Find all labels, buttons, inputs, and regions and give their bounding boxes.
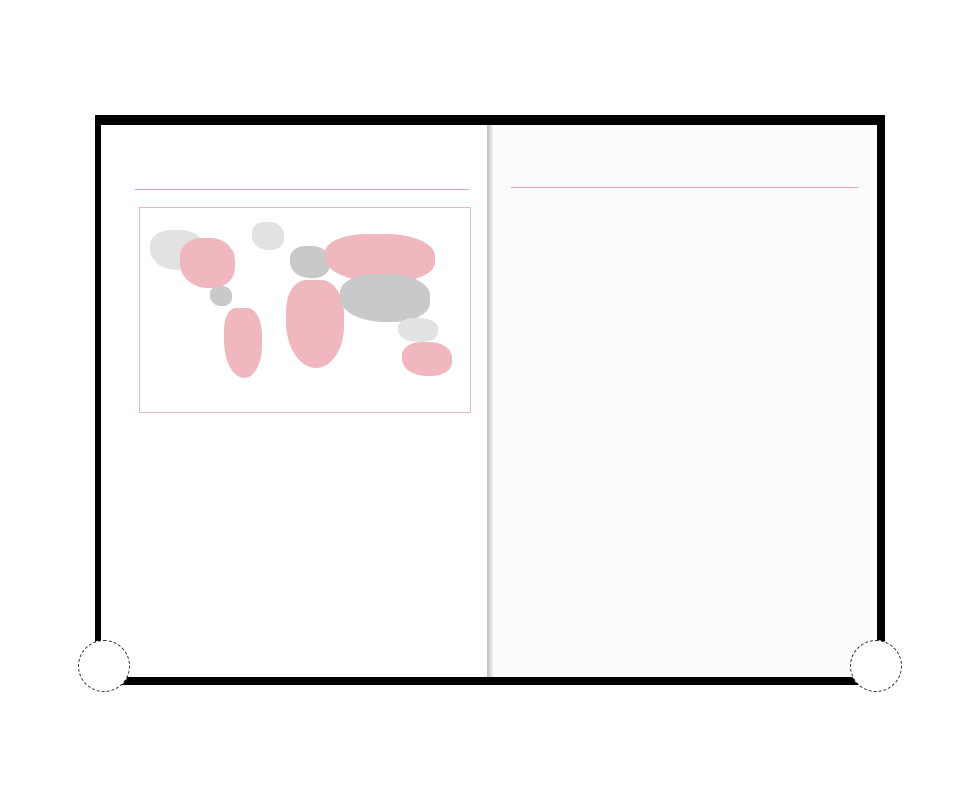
continent-south-america (224, 308, 262, 378)
continent-australia (402, 342, 452, 376)
continent-southeast-asia (398, 318, 438, 342)
book-frame (95, 115, 885, 685)
continent-greenland (252, 222, 284, 250)
punch-hole-right (850, 640, 902, 692)
continent-africa (286, 280, 344, 368)
timezone-offsets-bar (140, 208, 470, 216)
title-rule (511, 187, 859, 188)
world-timezone-map (139, 207, 471, 413)
timezone-hours-bar (140, 404, 470, 412)
continent-asia (340, 274, 430, 322)
left-page (101, 125, 487, 677)
title-rule (135, 189, 469, 190)
continent-europe (290, 246, 330, 278)
right-page (493, 125, 877, 677)
continent-north-america (180, 238, 235, 288)
continent-central-america (210, 286, 232, 306)
punch-hole-left (78, 640, 130, 692)
